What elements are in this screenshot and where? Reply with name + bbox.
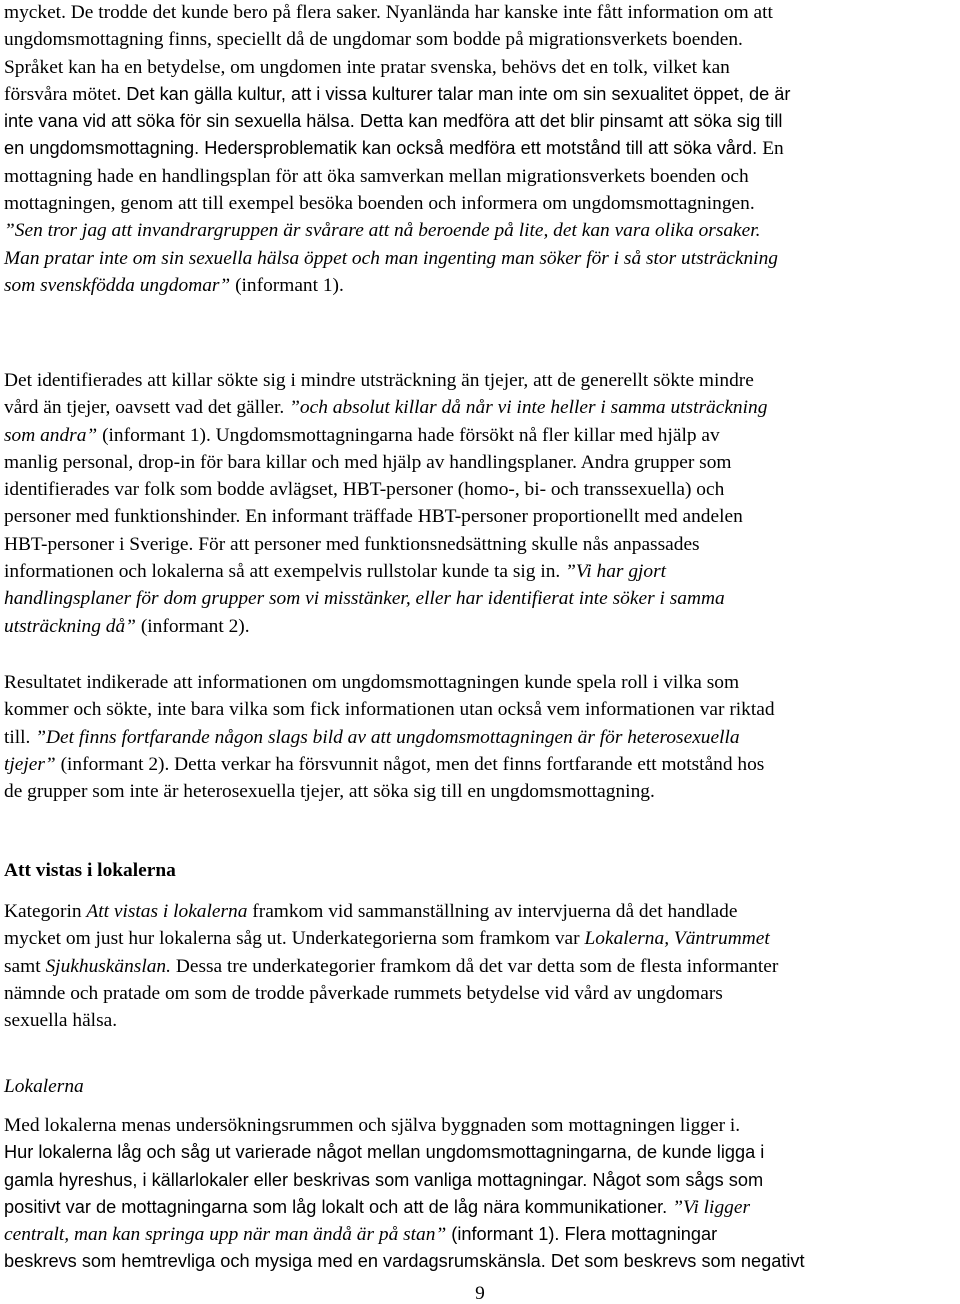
text-line: Hur lokalerna låg och såg ut varierade något mellan ungdomsmottagningarna, de kunde ligga i — [4, 1142, 765, 1163]
text-line: ungdomsmottagning finns, speciellt då de ungdomar som bodde på migrationsverkets boenden. — [4, 29, 743, 51]
quote-line: Man pratar inte om sin sexuella hälsa öppet och man ingenting man söker för i så stor utsträckning — [4, 247, 778, 269]
paragraph-5 — [4, 1112, 958, 1276]
text-line: informationen och lokalerna så att exempelvis rullstolar kunde ta sig in. ”Vi har gjort — [4, 561, 667, 583]
text-line: mycket. De trodde det kunde bero på flera saker. Nyanlända har kanske inte fått information om att — [4, 2, 773, 23]
text-line: som svenskfödda ungdomar” (informant 1). — [4, 274, 344, 296]
text-line: mottagningen, genom att till exempel besöka boenden och informera om ungdomsmottagningen. — [4, 193, 755, 215]
text-line: Resultatet indikerade att informationen om ungdomsmottagningen kunde spela roll i vilka som — [4, 672, 740, 693]
text-line: mycket om just hur lokalerna såg ut. Underkategorierna som framkom var Lokalerna, Väntrummet — [4, 928, 770, 950]
paragraph-2 — [4, 367, 958, 640]
text-line: mottagning hade en handlingsplan för att öka samverkan mellan migrationsverkets boenden och — [4, 165, 749, 187]
text-line: kommer och sökte, inte bara vilka som fick informationen utan också vem informationen var riktad — [4, 699, 775, 721]
section-heading: Att vistas i lokalerna — [4, 860, 176, 881]
text-line: de grupper som inte är heterosexuella tjejer, att söka sig till en ungdomsmottagning. — [4, 781, 655, 803]
text-line: Kategorin Att vistas i lokalerna framkom vid sammanställning av intervjuerna då det handlade — [4, 901, 738, 922]
text-line: som andra” (informant 1). Ungdomsmottagningarna hade försökt nå fler killar med hjälp av — [4, 424, 720, 446]
text-line: personer med funktionshinder. En informant träffade HBT-personer proportionellt med andelen — [4, 506, 743, 528]
subsection-heading: Lokalerna — [4, 1076, 84, 1097]
text-line: identifierades var folk som bodde avlägset, HBT-personer (homo-, bi- och transsexuella) och — [4, 479, 725, 501]
text-line: sexuella hälsa. — [4, 1010, 118, 1032]
paragraph-3 — [4, 669, 958, 805]
quote-line: handlingsplaner för dom grupper som vi misstänker, eller har identifierat inte söker i samma — [4, 588, 725, 610]
text-line: utsträckning då” (informant 2). — [4, 615, 250, 637]
text-line: HBT-personer i Sverige. För att personer med funktionsnedsättning skulle nås anpassades — [4, 533, 700, 555]
text-line: nämnde och pratade om som de trodde påverkade rummets betydelse vid vård av ungdomars — [4, 982, 723, 1004]
text-line: tjejer” (informant 2). Detta verkar ha försvunnit något, men det finns fortfarande ett motstånd hos — [4, 753, 765, 775]
paragraph-1 — [4, 0, 958, 299]
text-line: Det identifierades att killar sökte sig i mindre utsträckning än tjejer, att de generellt sökte mindre — [4, 370, 754, 391]
text-line: Språket kan ha en betydelse, om ungdomen inte pratar svenska, behövs det en tolk, vilket kan — [4, 56, 730, 78]
text-line: gamla hyreshus, i källarlokaler eller beskrivas som vanliga mottagningar. Något som sågs som — [4, 1169, 764, 1190]
text-line: försvåra mötet. Det kan gälla kultur, att i vissa kulturer talar man inte om sin sexualitet öppet, de är — [4, 83, 791, 105]
page-number: 9 — [475, 1283, 485, 1304]
paragraph-4 — [4, 898, 958, 1034]
text-line: positivt var de mottagningarna som låg lokalt och att de låg nära kommunikationer. ”Vi ligger — [4, 1196, 750, 1218]
text-line: till. ”Det finns fortfarande någon slags bild av att ungdomsmottagningen är för heterosexuella — [4, 726, 740, 748]
text-line: Med lokalerna menas undersökningsrummen och själva byggnaden som mottagningen ligger i. — [4, 1115, 741, 1136]
text-line: samt Sjukhuskänslan. Dessa tre underkategorier framkom då det var detta som de flesta informanter — [4, 955, 779, 977]
text-line: centralt, man kan springa upp när man ändå är på stan” (informant 1). Flera mottagningar — [4, 1224, 718, 1246]
quote-line: ”Sen tror jag att invandrargruppen är svårare att nå beroende på lite, det kan vara olika orsaker. — [4, 220, 761, 242]
text-line: vård än tjejer, oavsett vad det gäller. ”och absolut killar då når vi inte heller i samma utsträckning — [4, 397, 768, 419]
text-line: en ungdomsmottagning. Hedersproblematik kan också medföra ett motstånd till att söka vård. En — [4, 138, 784, 160]
text-line: beskrevs som hemtrevliga och mysiga med en vardagsrumskänsla. Det som beskrevs som negativt — [4, 1251, 805, 1272]
text-line: inte vana vid att söka för sin sexuella hälsa. Detta kan medföra att det blir pinsamt att söka sig till — [4, 111, 783, 132]
text-line: manlig personal, drop-in för bara killar och med hjälp av handlingsplaner. Andra grupper som — [4, 451, 732, 473]
